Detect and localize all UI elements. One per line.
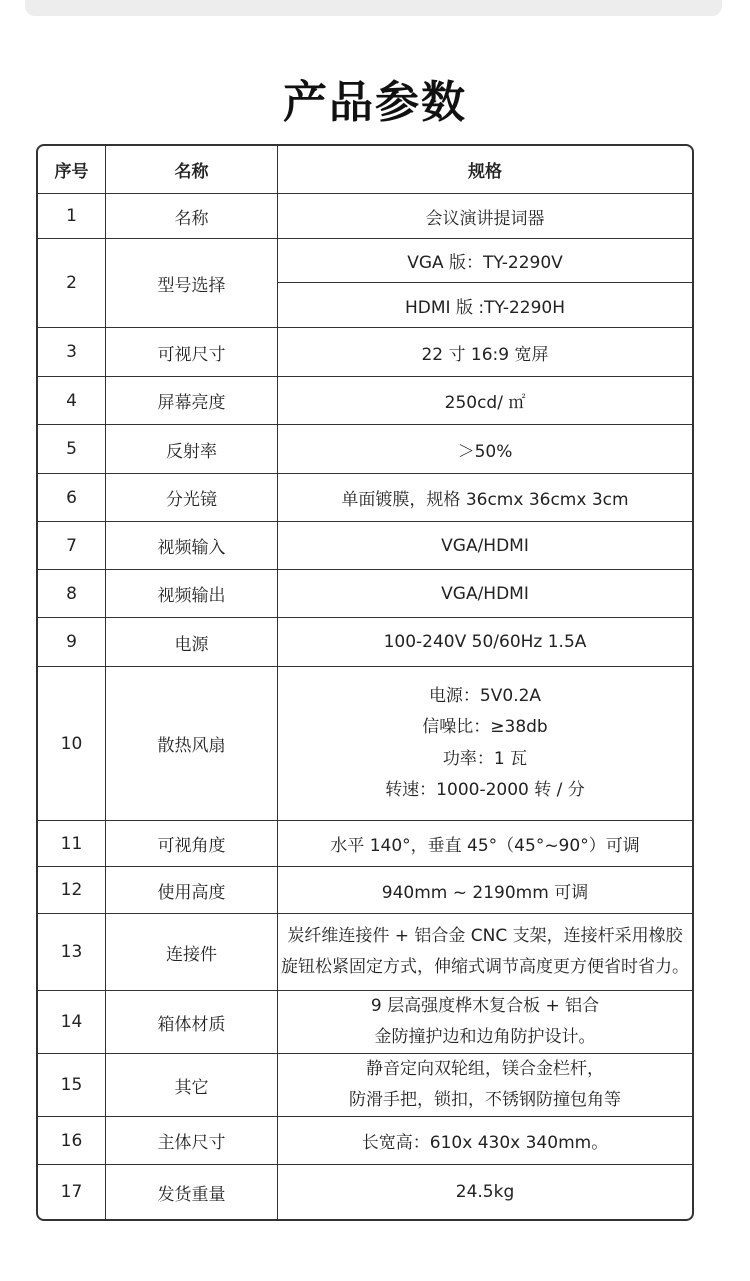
row-name: 连接件	[106, 914, 278, 991]
table-row	[38, 522, 692, 570]
table-row	[38, 991, 692, 1054]
row-no: 2	[38, 239, 106, 328]
row-name: 反射率	[106, 425, 278, 474]
table-row	[38, 867, 692, 914]
row-no: 3	[38, 328, 106, 377]
row-no: 8	[38, 570, 106, 618]
row-name: 使用高度	[106, 867, 278, 914]
header-name: 名称	[106, 146, 278, 194]
table-row	[38, 474, 692, 522]
row-name: 主体尺寸	[106, 1117, 278, 1165]
row-spec: ＞50%	[278, 425, 692, 474]
top-bar	[25, 0, 722, 16]
header-row	[38, 146, 692, 194]
table-row	[38, 425, 692, 474]
spec-line: 金防撞护边和边角防护设计。	[374, 1027, 596, 1047]
spec-line: 电源：5V0.2A	[428, 685, 542, 706]
table-row	[38, 821, 692, 867]
spec-line: 防滑手把，锁扣，不锈钢防撞包角等	[349, 1090, 621, 1110]
row-name: 箱体材质	[106, 991, 278, 1054]
row-no: 16	[38, 1117, 106, 1165]
row-name: 视频输出	[106, 570, 278, 618]
row-no: 14	[38, 991, 106, 1054]
spec-line: 静音定向双轮组，镁合金栏杆，	[366, 1059, 604, 1079]
row-name: 视频输入	[106, 522, 278, 570]
row-no: 1	[38, 194, 106, 239]
header-spec: 规格	[278, 146, 692, 194]
table-row	[38, 1054, 692, 1117]
row-spec: 水平 140°，垂直 45°（45°~90°）可调	[278, 821, 692, 867]
spec-line: 炭纤维连接件 + 铝合金 CNC 支架，连接杆采用橡胶	[287, 926, 683, 946]
row-spec: 24.5kg	[455, 1182, 515, 1202]
table-row	[38, 914, 692, 991]
table-row	[38, 328, 692, 377]
spec-line: 信噪比：≥38db	[422, 717, 548, 737]
table-row	[38, 1165, 692, 1219]
row-name: 可视尺寸	[106, 328, 278, 377]
row-spec: 长宽高：610x 430x 340mm。	[278, 1117, 692, 1165]
row-spec: VGA 版：TY-2290V	[278, 239, 692, 283]
table-row	[38, 194, 692, 239]
header-no: 序号	[38, 146, 106, 194]
row-no: 9	[38, 618, 106, 667]
row-spec: VGA/HDMI	[278, 522, 692, 570]
spec-line: 转速：1000-2000 转 / 分	[385, 780, 585, 800]
row-no: 4	[38, 377, 106, 425]
row-no: 11	[38, 821, 106, 867]
row-spec	[278, 991, 692, 1054]
row-no: 12	[38, 867, 106, 914]
table-row	[38, 570, 692, 618]
row-name: 屏幕亮度	[106, 377, 278, 425]
row-spec: 22 寸 16:9 宽屏	[278, 328, 692, 377]
table-row	[38, 377, 692, 425]
page-title: 产品参数	[283, 77, 467, 128]
row-spec: 100-240V 50/60Hz 1.5A	[278, 618, 692, 667]
row-name: 型号选择	[106, 239, 278, 328]
row-spec	[278, 914, 692, 991]
row-name: 发货重量	[106, 1165, 278, 1219]
row-name: 名称	[106, 194, 278, 239]
row-spec: 250cd/ ㎡	[278, 377, 692, 425]
spec-line: 旋钮松紧固定方式，伸缩式调节高度更方便省时省力。	[281, 957, 689, 977]
row-no: 13	[38, 914, 106, 991]
row-no: 10	[38, 667, 106, 821]
row-spec: 940mm ~ 2190mm 可调	[278, 867, 692, 914]
table-row	[38, 1117, 692, 1165]
table-row	[38, 618, 692, 667]
table-row	[38, 667, 692, 821]
row-spec	[278, 667, 692, 821]
row-name: 其它	[106, 1054, 278, 1117]
row-name: 电源	[106, 618, 278, 667]
row-no: 5	[38, 425, 106, 474]
row-spec	[278, 1054, 692, 1117]
row-name: 散热风扇	[106, 667, 278, 821]
row-spec: 会议演讲提词器	[278, 194, 692, 239]
spec-line: 9 层高强度桦木复合板 + 铝合	[370, 996, 600, 1016]
row-no: 7	[38, 522, 106, 570]
spec-table	[36, 144, 694, 1221]
row-no: 15	[38, 1054, 106, 1117]
spec-line: 功率：1 瓦	[442, 748, 528, 769]
row-name: 分光镜	[106, 474, 278, 522]
row-no: 17	[38, 1165, 106, 1219]
row-spec: VGA/HDMI	[278, 570, 692, 618]
row-spec: 单面镀膜，规格 36cmx 36cmx 3cm	[278, 474, 692, 522]
row-no: 6	[38, 474, 106, 522]
row-name: 可视角度	[106, 821, 278, 867]
table-row	[38, 239, 692, 283]
row-spec: HDMI 版 :TY-2290H	[278, 283, 692, 328]
